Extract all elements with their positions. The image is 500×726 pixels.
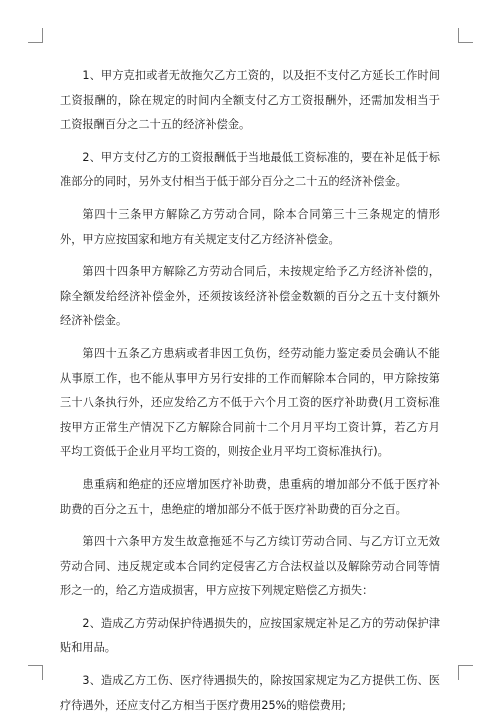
document-body bbox=[60, 64, 440, 726]
crop-mark-top-right bbox=[458, 28, 473, 43]
paragraph-serious-illness: 患重病和绝症的还应增加医疗补助费，患重病的增加部分不低于医疗补助费的百分之五十，患绝症的增加部分不低于医疗补助费的百分之百。 bbox=[60, 477, 440, 516]
paragraph-item-3: 3、造成乙方工伤、医疗待遇损失的，除按国家规定为乙方提供工伤、医疗待遇外，还应支付乙方相当于医疗费用25%的赔偿费用; bbox=[60, 674, 440, 712]
paragraph-item-2: 2、造成乙方劳动保护待遇损失的，应按国家规定补足乙方的劳动保护津贴和用品。 bbox=[60, 616, 440, 655]
crop-mark-top-left bbox=[28, 28, 43, 43]
paragraph-article-44: 第四十四条甲方解除乙方劳动合同后，未按规定给予乙方经济补偿的，除全额发给经济补偿金外，还须按该经济补偿金数额的百分之五十支付额外经济补偿金。 bbox=[60, 265, 440, 328]
paragraph-article-43: 第四十三条甲方解除乙方劳动合同，除本合同第三十三条规定的情形外，甲方应按国家和地方有关规定支付乙方经济补偿金。 bbox=[60, 207, 440, 246]
crop-mark-bottom-left bbox=[28, 665, 43, 680]
paragraph-article-45: 第四十五条乙方患病或者非因工负伤，经劳动能力鉴定委员会确认不能从事原工作，也不能从事甲方另行安排的工作而解除本合同的，甲方除按第三十八条执行外，还应发给乙方不低于六个月工资的医疗补助费(月工资标准按甲方正常生产情况下乙方解除合同前十二个月月平均工资计算，若乙方月平均工资低于企业月平均工资的，则按企业月平均工资标准执行)。 bbox=[60, 346, 440, 459]
paragraph-2: 2、甲方支付乙方的工资报酬低于当地最低工资标准的，要在补足低于标准部分的同时，另外支付相当于低于部分百分之二十五的经济补偿金。 bbox=[60, 150, 440, 189]
paragraph-article-46: 第四十六条甲方发生故意拖延不与乙方续订劳动合同、与乙方订立无效劳动合同、违反规定或本合同约定侵害乙方合法权益以及解除劳动合同等情形之一的，给乙方造成损害，甲方应按下列规定赔偿乙方损失： bbox=[60, 535, 440, 598]
crop-mark-bottom-right bbox=[458, 665, 473, 680]
paragraph-1: 1、甲方克扣或者无故拖欠乙方工资的，以及拒不支付乙方延长工作时间工资报酬的，除在规定的时间内全额支付乙方工资报酬外，还需加发相当于工资报酬百分之二十五的经济补偿金。 bbox=[60, 69, 440, 132]
